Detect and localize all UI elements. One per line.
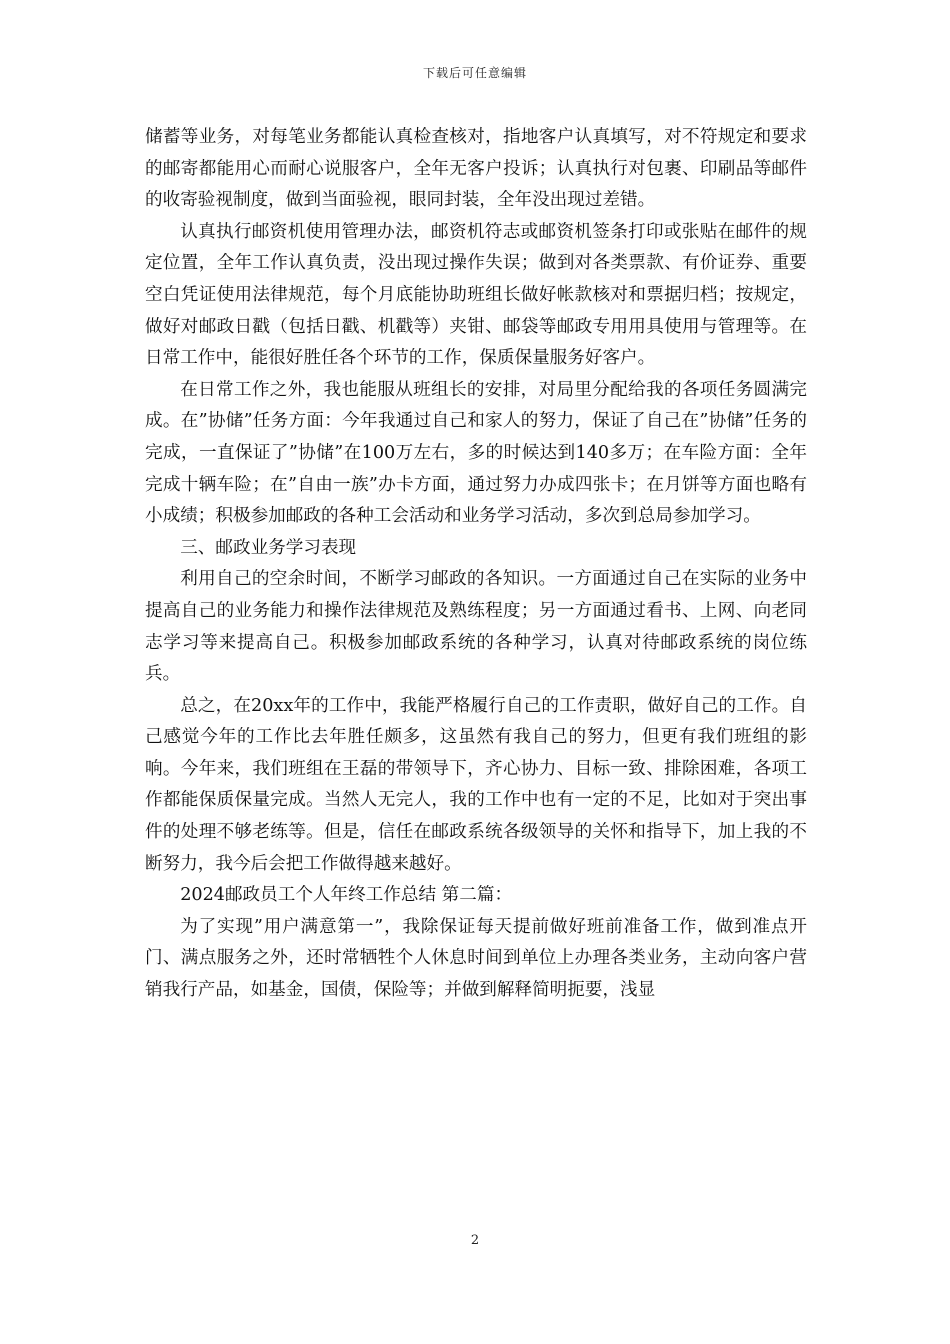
page-number: 2 (470, 1233, 480, 1248)
paragraph-postage-machine: 认真执行邮资机使用管理办法，邮资机符志或邮资机签条打印或张贴在邮件的规定位置，全年工作认真负责，没出现过操作失误；做到对各类票款、有价证券、重要空白凭证使用法律规范，每个月底能协助班组长做好帐款核对和票据归档；按规定，做好对邮政日戳（包括日戳、机戳等）夹钳、邮袋等邮政专用用具使用与管理等。在日常工作中，能很好胜任各个环节的工作，保质保量服务好客户。 (145, 221, 807, 369)
paragraph-customer-first: 为了实现”用户满意第一”，我除保证每天提前做好班前准备工作，做到准点开门、满点服务之外，还时常牺牲个人休息时间到单位上办理各类业务，主动向客户营销我行产品，如基金，国债，保险等；并做到解释简明扼要，浅显 (145, 916, 807, 1001)
paragraph-extra-tasks: 在日常工作之外，我也能服从班组长的安排，对局里分配给我的各项任务圆满完成。在”协储”任务方面：今年我通过自己和家人的努力，保证了自己在”协储”任务的完成，一直保证了”协储”在100万左右，多的时候达到140多万；在车险方面：全年完成十辆车险；在”自由一族”办卡方面，通过努力办成四张卡；在月饼等方面也略有小成绩；积极参加邮政的各种工会活动和业务学习活动，多次到总局参加学习。 (145, 379, 807, 527)
document-body (145, 122, 807, 1007)
section-heading-part-two: 2024邮政员工个人年终工作总结 第二篇： (180, 885, 513, 906)
section-heading-study: 三、邮政业务学习表现 (180, 537, 357, 558)
paragraph-continued: 储蓄等业务，对每笔业务都能认真检查核对，指地客户认真填写，对不符规定和要求的邮寄都能用心而耐心说服客户，全年无客户投诉；认真执行对包裹、印刷品等邮件的收寄验视制度，做到当面验视，眼同封装，全年没出现过差错。 (145, 127, 807, 211)
page-header: 下载后可任意编辑 (422, 66, 527, 80)
paragraph-summary: 总之，在20xx年的工作中，我能严格履行自己的工作责职，做好自己的工作。自己感觉今年的工作比去年胜任颇多，这虽然有我自己的努力，但更有我们班组的影响。今年来，我们班组在王磊的带领导下，齐心协力、目标一致、排除困难，各项工作都能保质保量完成。当然人无完人，我的工作中也有一定的不足，比如对于突出事件的处理不够老练等。但是，信任在邮政系统各级领导的关怀和指导下，加上我的不断努力，我今后会把工作做得越来越好。 (145, 695, 807, 874)
paragraph-study: 利用自己的空余时间，不断学习邮政的各知识。一方面通过自己在实际的业务中提高自己的业务能力和操作法律规范及熟练程度；另一方面通过看书、上网、向老同志学习等来提高自己。积极参加邮政系统的各种学习，认真对待邮政系统的岗位练兵。 (145, 569, 807, 685)
